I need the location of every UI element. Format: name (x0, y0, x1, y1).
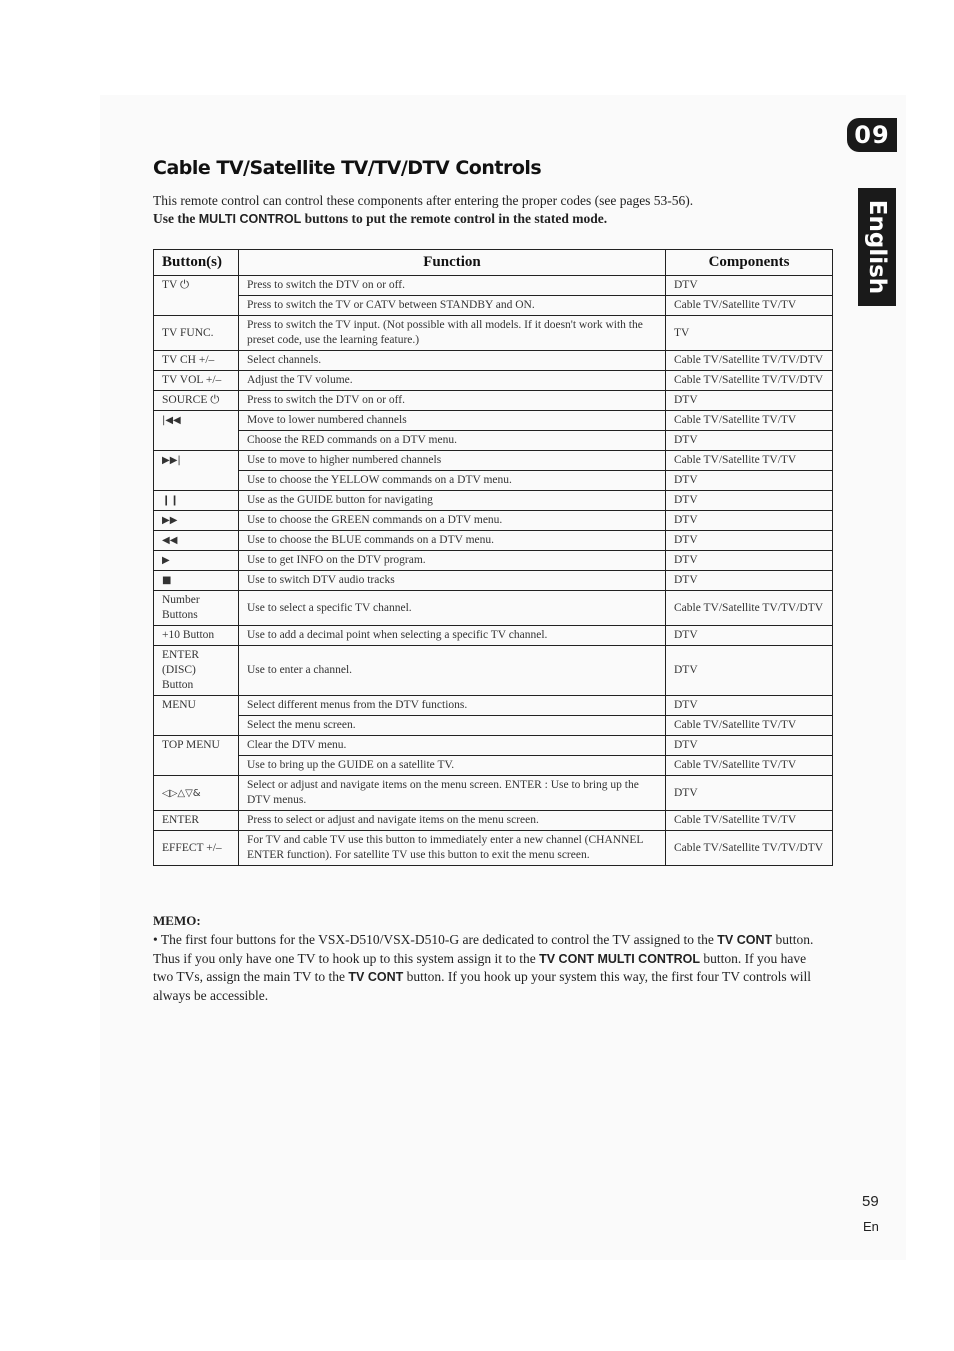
memo-part-2: button. Thus if you only have one TV to hook up to this system assign it to the (153, 932, 814, 966)
table-row (154, 371, 833, 391)
controls-table (153, 249, 833, 866)
table-row (154, 431, 833, 451)
page-title: Cable TV/Satellite TV/TV/DTV Controls (153, 157, 542, 179)
cell-function: Press to switch the TV or CATV between STANDBY and ON. (239, 296, 666, 316)
cell-components: DTV (666, 646, 833, 696)
header-buttons: Button(s) (154, 250, 239, 276)
cell-button: ▶▶| (154, 451, 239, 491)
cell-function: Use to add a decimal point when selecting a specific TV channel. (239, 626, 666, 646)
cell-function: Use to choose the YELLOW commands on a DTV menu. (239, 471, 666, 491)
cell-button: ▶▶ (154, 511, 239, 531)
cell-function: Press to switch the TV input. (Not possible with all models. If it doesn't work with the preset code, use the learning feature.) (239, 316, 666, 351)
cell-button: |◀◀ (154, 411, 239, 451)
cell-components: DTV (666, 491, 833, 511)
cell-components: Cable TV/Satellite TV/TV (666, 451, 833, 471)
table-row (154, 716, 833, 736)
cell-button: TV CH +/– (154, 351, 239, 371)
table-row (154, 696, 833, 716)
table-row (154, 776, 833, 811)
cell-function: Select channels. (239, 351, 666, 371)
cell-function: Select different menus from the DTV functions. (239, 696, 666, 716)
cell-function: Select or adjust and navigate items on the menu screen. ENTER : Use to bring up the DTV menus. (239, 776, 666, 811)
cell-function: Use to select a specific TV channel. (239, 591, 666, 626)
intro-line-2 (153, 210, 853, 228)
cell-components: Cable TV/Satellite TV/TV (666, 411, 833, 431)
table-row (154, 511, 833, 531)
cell-components: Cable TV/Satellite TV/TV/DTV (666, 351, 833, 371)
cell-function: Clear the DTV menu. (239, 736, 666, 756)
cell-function: Select the menu screen. (239, 716, 666, 736)
cell-function: Use to switch DTV audio tracks (239, 571, 666, 591)
memo-text (153, 931, 825, 1004)
cell-components: DTV (666, 391, 833, 411)
header-components: Components (666, 250, 833, 276)
cell-components: Cable TV/Satellite TV/TV/DTV (666, 591, 833, 626)
table-row (154, 491, 833, 511)
table-header-row (154, 250, 833, 276)
cell-button: ENTER (154, 811, 239, 831)
cell-button: ▶ (154, 551, 239, 571)
cell-components: DTV (666, 776, 833, 811)
cell-components: Cable TV/Satellite TV/TV/DTV (666, 831, 833, 866)
tv-cont-keyword: TV CONT (717, 933, 773, 947)
cell-components: DTV (666, 696, 833, 716)
cell-button: SOURCE ⏻ (154, 391, 239, 411)
cell-function: Press to switch the DTV on or off. (239, 391, 666, 411)
cell-button: ❙❙ (154, 491, 239, 511)
cell-function: Use to move to higher numbered channels (239, 451, 666, 471)
cell-button: ◁▷△▽& (154, 776, 239, 811)
table-row (154, 316, 833, 351)
cell-components: TV (666, 316, 833, 351)
memo-bullet: • (153, 932, 158, 947)
cell-function: Press to switch the DTV on or off. (239, 276, 666, 296)
chapter-number: 09 (854, 121, 890, 149)
cell-function: Use to enter a channel. (239, 646, 666, 696)
table-row (154, 591, 833, 626)
cell-button: +10 Button (154, 626, 239, 646)
cell-function: Choose the RED commands on a DTV menu. (239, 431, 666, 451)
table-row (154, 351, 833, 371)
cell-button: ◀◀ (154, 531, 239, 551)
cell-function: Use to bring up the GUIDE on a satellite TV. (239, 756, 666, 776)
memo-part-3: button. If you have two TVs, assign the main TV to the (153, 950, 807, 984)
table-row (154, 276, 833, 296)
cell-components: Cable TV/Satellite TV/TV (666, 756, 833, 776)
table-row (154, 736, 833, 756)
cell-components: DTV (666, 471, 833, 491)
language-label: English (864, 199, 890, 295)
table-row (154, 811, 833, 831)
cell-button: TV FUNC. (154, 316, 239, 351)
cell-function: Press to select or adjust and navigate items on the menu screen. (239, 811, 666, 831)
chapter-tab (847, 118, 897, 152)
header-function: Function (239, 250, 666, 276)
cell-function: Adjust the TV volume. (239, 371, 666, 391)
table-row (154, 411, 833, 431)
cell-function: Use to get INFO on the DTV program. (239, 551, 666, 571)
cell-button: EFFECT +/– (154, 831, 239, 866)
cell-components: DTV (666, 431, 833, 451)
cell-function: Use as the GUIDE button for navigating (239, 491, 666, 511)
cell-components: Cable TV/Satellite TV/TV (666, 811, 833, 831)
cell-button: TV ⏻ (154, 276, 239, 316)
table-row (154, 531, 833, 551)
language-tab (858, 188, 896, 306)
page-language: En (863, 1219, 879, 1234)
table-row (154, 296, 833, 316)
memo-part-1: The first four buttons for the VSX-D510/VSX-D510-G are dedicated to control the TV assigned to the (157, 932, 718, 947)
cell-components: Cable TV/Satellite TV/TV (666, 296, 833, 316)
table-row (154, 451, 833, 471)
cell-components: DTV (666, 736, 833, 756)
cell-button: TOP MENU (154, 736, 239, 776)
cell-components: Cable TV/Satellite TV/TV/DTV (666, 371, 833, 391)
cell-components: DTV (666, 551, 833, 571)
intro-line-2b: buttons to put the remote control in the stated mode. (301, 211, 608, 226)
table-row (154, 551, 833, 571)
cell-button: ■ (154, 571, 239, 591)
cell-button: Number Buttons (154, 591, 239, 626)
page-number: 59 (862, 1193, 879, 1210)
cell-components: DTV (666, 276, 833, 296)
memo-heading: MEMO: (153, 913, 201, 928)
table-row (154, 571, 833, 591)
table-row (154, 471, 833, 491)
intro-line-2a: Use the (153, 211, 199, 226)
cell-function: Use to choose the GREEN commands on a DTV menu. (239, 511, 666, 531)
table-row (154, 391, 833, 411)
memo-part-4: button. If you hook up your system this way, the first four TV controls will always be accessible. (153, 969, 811, 1003)
tv-cont-keyword-2: TV CONT (348, 970, 404, 984)
tv-cont-multi-keyword: TV CONT MULTI CONTROL (539, 951, 700, 966)
table-row (154, 831, 833, 866)
cell-components: DTV (666, 626, 833, 646)
cell-function: Use to choose the BLUE commands on a DTV menu. (239, 531, 666, 551)
intro-line-1: This remote control can control these components after entering the proper codes (see pages 53-56). (153, 193, 694, 208)
cell-components: DTV (666, 531, 833, 551)
table-row (154, 756, 833, 776)
cell-button: ENTER (DISC) Button (154, 646, 239, 696)
cell-function: Move to lower numbered channels (239, 411, 666, 431)
table-body (154, 276, 833, 866)
cell-function: For TV and cable TV use this button to immediately enter a new channel (CHANNEL ENTER function). For satellite TV use this button to exit the menu screen. (239, 831, 666, 866)
multi-control-keyword: MULTI CONTROL (198, 212, 302, 226)
table-row (154, 646, 833, 696)
intro-text (153, 192, 853, 228)
cell-components: DTV (666, 511, 833, 531)
cell-button: MENU (154, 696, 239, 736)
table-row (154, 626, 833, 646)
cell-components: Cable TV/Satellite TV/TV (666, 716, 833, 736)
cell-components: DTV (666, 571, 833, 591)
cell-button: TV VOL +/– (154, 371, 239, 391)
